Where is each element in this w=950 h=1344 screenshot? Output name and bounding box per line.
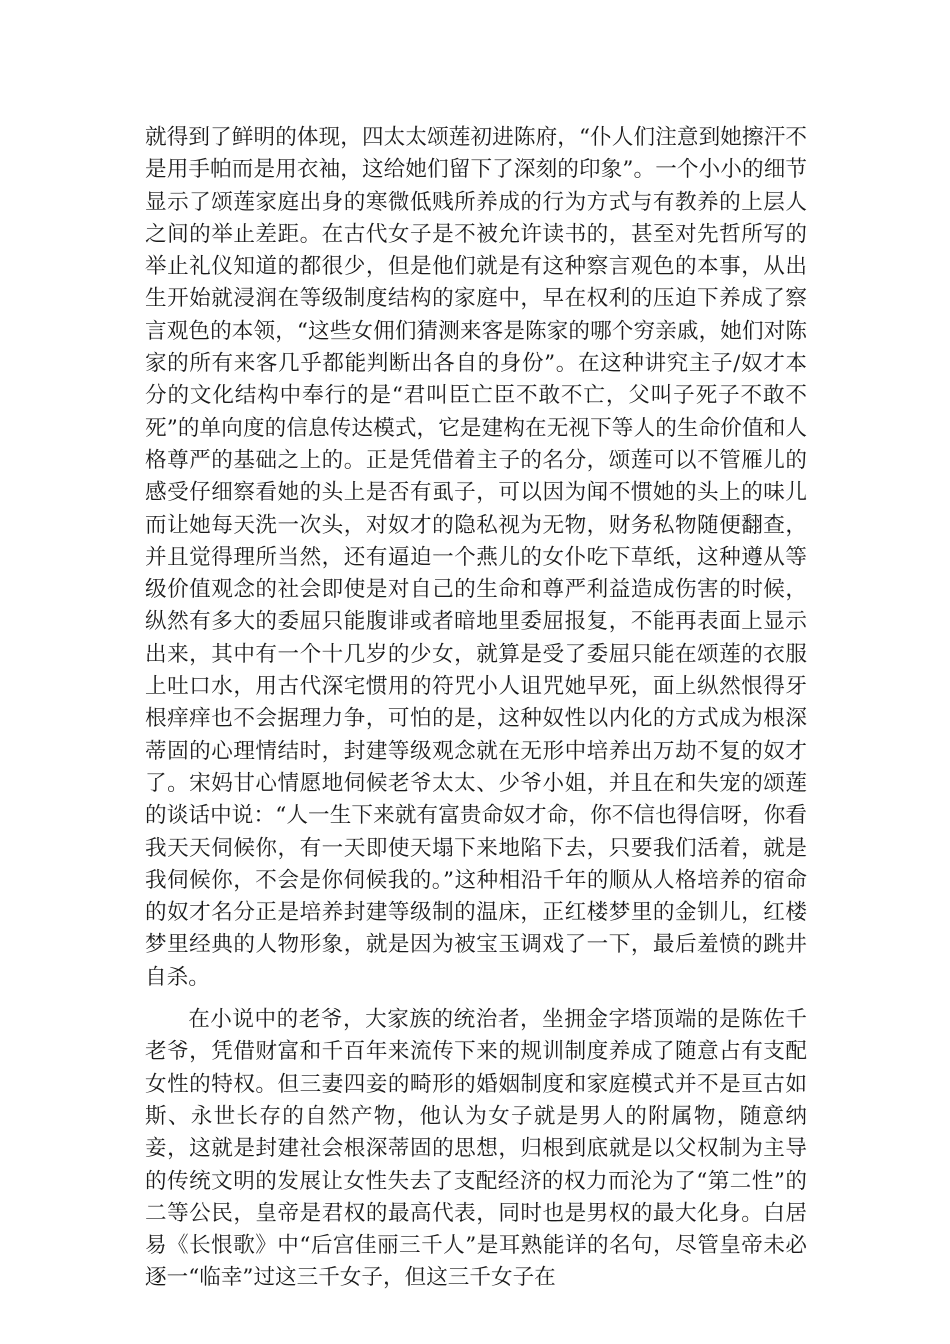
body-text [145,122,807,1295]
paragraph-1: 就得到了鲜明的体现，四太太颂莲初进陈府，“仆人们注意到她擦汗不是用手帕而是用衣袖，这给她们留下了深刻的印象”。一个小小的细节显示了颂莲家庭出身的寒微低贱所养成的行为方式与有教养的上层人之间的举止差距。在古代女子是不被允许读书的，甚至对先哲所写的举止礼仪知道的都很少，但是他们就是有这种察言观色的本事，从出生开始就浸润在等级制度结构的家庭中，早在权利的压迫下养成了察言观色的本领，“这些女佣们猜测来客是陈家的哪个穷亲戚，她们对陈家的所有来客几乎都能判断出各自的身份”。在这种讲究主子/奴才本分的文化结构中奉行的是“君叫臣亡臣不敢不亡，父叫子死子不敢不死”的单向度的信息传达模式，它是建构在无视下等人的生命价值和人格尊严的基础之上的。正是凭借着主子的名分，颂莲可以不管雁儿的感受仔细察看她的头上是否有虱子，可以因为闻不惯她的头上的味儿而让她每天洗一次头，对奴才的隐私视为无物，财务私物随便翻查，并且觉得理所当然，还有逼迫一个燕儿的女仆吃下草纸，这种遵从等级价值观念的社会即使是对自己的生命和尊严利益造成伤害的时候，纵然有多大的委屈只能腹诽或者暗地里委屈报复，不能再表面上显示出来，其中有一个十几岁的少女，就算是受了委屈只能在颂莲的衣服上吐口水，用古代深宅惯用的符咒小人诅咒她早死，面上纵然恨得牙根痒痒也不会据理力争，可怕的是，这种奴性以内化的方式成为根深蒂固的心理情结时，封建等级观念就在无形中培养出万劫不复的奴才了。宋妈甘心情愿地伺候老爷太太、少爷小姐，并且在和失宠的颂莲的谈话中说：“人一生下来就有富贵命奴才命，你不信也得信呀，你看我天天伺候你，有一天即使天塌下来地陷下去，只要我们活着，就是我伺候你，不会是你伺候我的。”这种相沿千年的顺从人格培养的宿命的奴才名分正是培养封建等级制的温床，正红楼梦里的金钏儿，红楼梦里经典的人物形象，就是因为被宝玉调戏了一下，最后羞愤的跳井自杀。 [145,125,807,990]
paragraph-2: 在小说中的老爷，大家族的统治者，坐拥金字塔顶端的是陈佐千老爷，凭借财富和千百年来流传下来的规训制度养成了随意占有支配女性的特权。但三妻四妾的畸形的婚姻制度和家庭模式并不是亘古如斯、永世长存的自然产物，他认为女子就是男人的附属物，随意纳妾，这就是封建社会根深蒂固的思想，归根到底就是以父权制为主导的传统文明的发展让女性失去了支配经济的权力而沦为了“第二性”的二等公民，皇帝是君权的最高代表，同时也是男权的最大化身。白居易《长恨歌》中“后宫佳丽三千人”是耳熟能详的名句，尽管皇帝未必逐一“临幸”过这三千女子，但这三千女子在 [145,1007,807,1291]
